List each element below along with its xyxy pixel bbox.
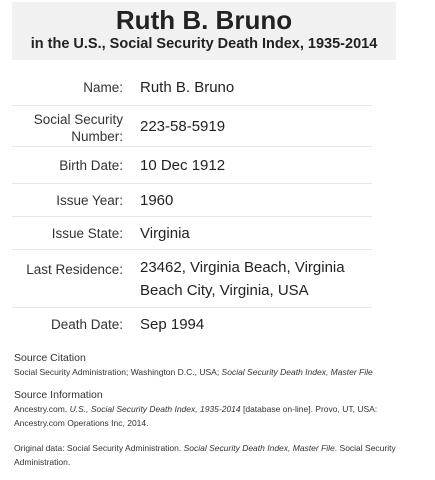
person-name-title: Ruth B. Bruno (115, 5, 293, 35)
row-issue-year (12, 184, 372, 217)
death-date-value: Sep 1994 (140, 316, 205, 333)
ssn-value: 223-58-5919 (140, 117, 226, 135)
citation-text-italic: Social Security Death Index, Master File (221, 367, 373, 377)
issue-state-value: Virginia (140, 224, 190, 242)
original-data-text (14, 441, 429, 469)
last-residence-value: 23462, Virginia Beach, Virginia Beach City, Virginia, USA (140, 259, 345, 299)
record-header (12, 2, 396, 60)
record-details (12, 70, 372, 341)
source-section (14, 352, 429, 480)
source-information-text (14, 402, 429, 430)
name-label: Name: (83, 80, 123, 95)
issue-state-label: Issue State: (51, 225, 123, 241)
issue-year-label: Issue Year: (56, 192, 123, 208)
last-residence-label: Last Residence: (26, 262, 123, 277)
row-death-date (12, 308, 372, 341)
original-prefix: Original data: Social Security Administration. (14, 443, 184, 453)
birth-date-label: Birth Date: (59, 157, 123, 173)
birth-date-value: 10 Dec 1912 (140, 156, 226, 174)
row-name (12, 70, 372, 106)
citation-text-plain: Social Security Administration; Washington D.C., USA; (14, 367, 222, 377)
original-suffix: . Social Security Administration. (14, 443, 396, 467)
name-value: Ruth B. Bruno (140, 79, 235, 96)
row-birth-date (12, 147, 372, 184)
info-suffix: [database on-line]. Provo, UT, USA: Ancestry.com Operations Inc, 2014. (14, 404, 378, 428)
issue-year-value: 1960 (140, 191, 174, 209)
death-date-label: Death Date: (50, 317, 123, 332)
row-ssn (12, 106, 372, 147)
ssn-label: Social Security Number: (33, 112, 123, 144)
info-italic: U.S., Social Security Death Index, 1935-2014 (69, 404, 241, 414)
source-citation-heading: Source Citation (14, 352, 86, 364)
original-italic: Social Security Death Index, Master File (183, 443, 335, 453)
source-information-heading: Source Information (14, 389, 103, 401)
row-issue-state (12, 217, 372, 250)
row-last-residence (12, 250, 372, 308)
source-citation-text (14, 365, 429, 379)
info-prefix: Ancestry.com. (14, 404, 70, 414)
collection-subtitle: in the U.S., Social Security Death Index, 1935-2014 (30, 36, 378, 52)
